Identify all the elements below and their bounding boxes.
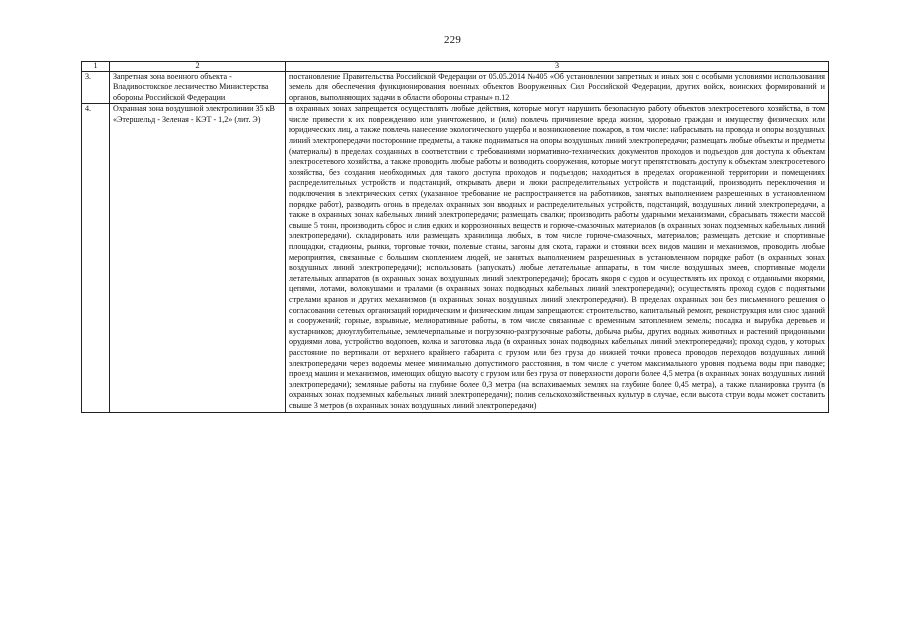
zone-name: Запретная зона военного объекта - Владивостокское лесничество Министерства обороны Российской Федерации <box>110 71 286 104</box>
table-row <box>82 71 829 104</box>
zone-name: Охранная зона воздушной электролинии 35 кВ «Этершельд - Зеленая - КЭТ - 1,2» (лит. Э) <box>110 104 286 412</box>
column-number-row <box>82 62 829 72</box>
zone-restrictions: постановление Правительства Российской Федерации от 05.05.2014 №405 «Об установлении запретных и иных зон с особыми условиями использования земель для обеспечения функционирования военных объектов Вооруженных Сил Российской Федерации, других войск, воинских формирований и органов, выполняющих задачи в области обороны страны» п.12 <box>286 71 829 104</box>
row-number: 4. <box>82 104 110 412</box>
column-number-cell: 3 <box>286 62 829 72</box>
row-number: 3. <box>82 71 110 104</box>
page-number: 229 <box>443 34 462 46</box>
zones-table <box>81 61 829 413</box>
column-number-cell: 2 <box>110 62 286 72</box>
table-row <box>82 104 829 412</box>
zone-restrictions: в охранных зонах запрещается осуществлять любые действия, которые могут нарушить безопасную работу объектов электросетевого хозяйства, в том числе привести к их повреждению или уничтожению, и (или) повлечь причинение вреда жизни, здоровью граждан и имуществу физических или юридических лиц, а также повлечь нанесение экологического ущерба и возникновение пожаров, в том числе: набрасывать на провода и опоры воздушных линий электропередачи посторонние предметы, а также подниматься на опоры воздушных линий электропередачи; размещать любые объекты и предметы (материалы) в пределах созданных в соответствии с требованиями нормативно-технических документов проходов и подъездов для доступа к объектам электросетевого хозяйства, а также проводить любые работы и возводить сооружения, которые могут препятствовать доступу к объектам электросетевого хозяйства, без создания необходимых для такого доступа проходов и подъездов; находиться в пределах огороженной территории и помещениях распределительных устройств и подстанций, открывать двери и люки распределительных устройств и подстанций, производить переключения и подключения в электрических сетях (указанное требование не распространяется на работников, занятых выполнением разрешенных в установленном порядке работ), разводить огонь в пределах охранных зон вводных и распределительных устройств, подстанций, воздушных линий электропередачи, а также в охранных зонах кабельных линий электропередачи; размещать свалки; производить работы ударными механизмами, сбрасывать тяжести массой свыше 5 тонн, производить сброс и слив едких и коррозионных веществ и горюче-смазочных материалов (в охранных зонах подземных кабельных линий электропередачи). складировать или размещать хранилища любых, в том числе горюче-смазочных, материалов; размещать детские и спортивные площадки, стадионы, рынки, торговые точки, полевые станы, загоны для скота, гаражи и стоянки всех видов машин и механизмов, проводить любые мероприятия, связанные с большим скоплением людей, не занятых выполнением разрешенных в установленном порядке работ (в охранных зонах воздушных линий электропередачи); использовать (запускать) любые летательные аппараты, в том числе воздушных змеев, спортивные модели летательных аппаратов (в охранных зонах воздушных линий электропередачи); бросать якоря с судов и осуществлять их проход с отданными якорями, цепями, лотами, волокушами и тралами (в охранных зонах подводных кабельных линий электропередачи); осуществлять проход судов с поднятыми стрелами кранов и других механизмов (в охранных зонах воздушных линий электропередачи). В пределах охранных зон без письменного решения о согласовании сетевых организаций юридическим и физическим лицам запрещаются: строительство, капитальный ремонт, реконструкция или снос зданий и сооружений; горные, взрывные, мелиоративные работы, в том числе связанные с временным затоплением земель; посадка и вырубка деревьев и кустарников; дноуглубительные, землечерпальные и погрузочно-разгрузочные работы, добыча рыбы, других водных животных и растений придонными орудиями лова, устройство водопоев, колка и заготовка льда (в охранных зонах подводных кабельных линий электропередачи); проход судов, у которых расстояние по вертикали от верхнего крайнего габарита с грузом или без груза до нижней точки провеса проводов переходов воздушных линий электропередачи через водоемы менее минимально допустимого расстояния, в том числе с учетом максимального уровня подъема воды при паводке; проезд машин и механизмов, имеющих общую высоту с грузом или без груза от поверхности дороги более 4,5 метра (в охранных зонах воздушных линий электропередачи); земляные работы на глубине более 0,3 метра (на вспахиваемых землях на глубине более 0,45 метра), а также планировка грунта (в охранных зонах подземных кабельных линий электропередачи); полив сельскохозяйственных культур в случае, если высота струи воды может составить свыше 3 метров (в охранных зонах воздушных линий электропередачи) <box>286 104 829 412</box>
column-number-cell: 1 <box>82 62 110 72</box>
